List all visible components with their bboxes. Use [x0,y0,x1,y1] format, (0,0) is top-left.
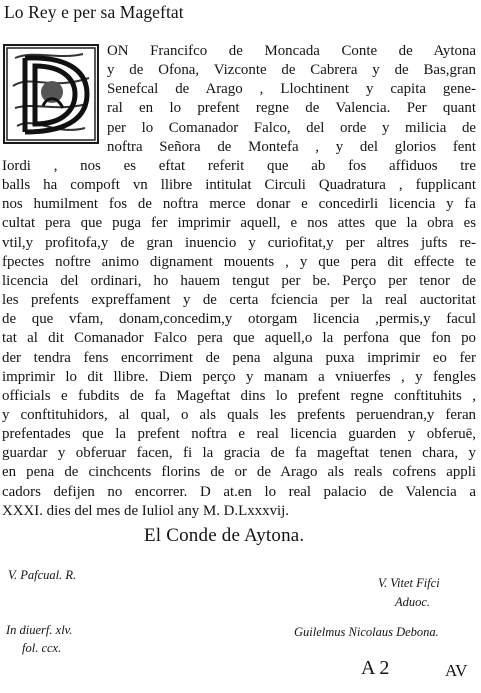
text-line: cultat pera que puga fer imprimir aquell, e nos attes que la obra es [2,215,476,232]
text-line: balls ha compoft vn llibre intitulat Circuli Quadratura , fupplicant [2,177,476,194]
text-line: XXXI. dies del mes de Iuliol any M. D.Lxxxvij. [2,502,290,519]
signature: El Conde de Aytona. [144,525,305,546]
signature-mark: A 2 [361,657,390,679]
text-line: y de Ofona, Vizconte de Cabrera y de Bas,gran [107,62,476,79]
text-line: vtil,y profitofa,y de gran inuencio y curiofitat,y per altres jufts re- [2,234,476,251]
text-line: ON Francifco de Moncada Conte de Aytona [107,43,476,59]
text-line: fpectes noftre animo dignament mouents , y que pera dit effecte te [2,253,476,270]
decorative-initial-icon [5,46,97,142]
text-line: tat al dit Comanador Falco pera que aquell,o la perfona que fon po [2,330,476,347]
margin-note-right-top-1: V. Vitet Fifci [378,576,440,590]
margin-note-left-bottom-1: In diuerf. xlv. [6,623,73,637]
margin-note-right-top-2: Aduoc. [395,595,431,609]
text-line: en pena de cinchcents florins de or de Arago als reals cofrens appli [2,464,476,481]
text-line: Senefcal de Arago , Llochtinent y capita gene- [107,81,476,98]
page-header: Lo Rey e per sa Mageftat [4,2,184,22]
text-line: per lo Comanador Falco, del orde y milicia de [107,119,476,136]
text-line: guardar y obferuar facen, fi la gracia de fa mageftat tenen chara, y [2,445,476,462]
text-line: cadors defijen no encorrer. D at.en lo real palacio de Valencia a [2,483,476,500]
text-line: prefentades que la prefent noftra e real licencia guarden y obferuē, [2,426,476,443]
text-line: imprimir lo dit llibre. Diem perço y manam a vniuerfes , y fengles [2,368,476,385]
license-text [2,42,476,521]
text-line: y conftituhidors, al qual, o als quals les prefents peruendran,y feran [2,406,476,423]
decorated-initial [3,44,99,144]
text-line: licencia del ordinari, ho hauem tengut per be. Perço per tenor de [2,272,476,289]
margin-note-left-top: V. Pafcual. R. [8,568,77,582]
text-line: officials e fubdits de fa Mageftat dins lo prefent regne conftituhits , [2,387,476,404]
margin-note-right-bottom: Guilelmus Nicolaus Debona. [294,625,439,639]
text-line: der tendra fens encorriment de pena alguna puxa imprimir eo fer [2,349,476,366]
text-line: ral en lo prefent regne de Valencia. Per quant [107,100,476,117]
svg-text:D: D [51,102,52,103]
folio-mark: AV [445,661,468,680]
text-line: Iordi , nos es eftat referit que ab fos affiduos tre [2,157,476,174]
text-line: les prefents expreffament y de certa fciencia per la real auctoritat [2,292,476,309]
margin-note-left-bottom-2: fol. ccx. [22,641,62,655]
text-line: nos humilment fos de noftra merce donar e concedirli licencia y fa [2,196,476,213]
text-line: noftra Señora de Montefa , y del glorios fent [107,138,476,155]
text-line: de que vfam, donam,concedim,y otorgam licencia ,permis,y facul [2,311,476,328]
